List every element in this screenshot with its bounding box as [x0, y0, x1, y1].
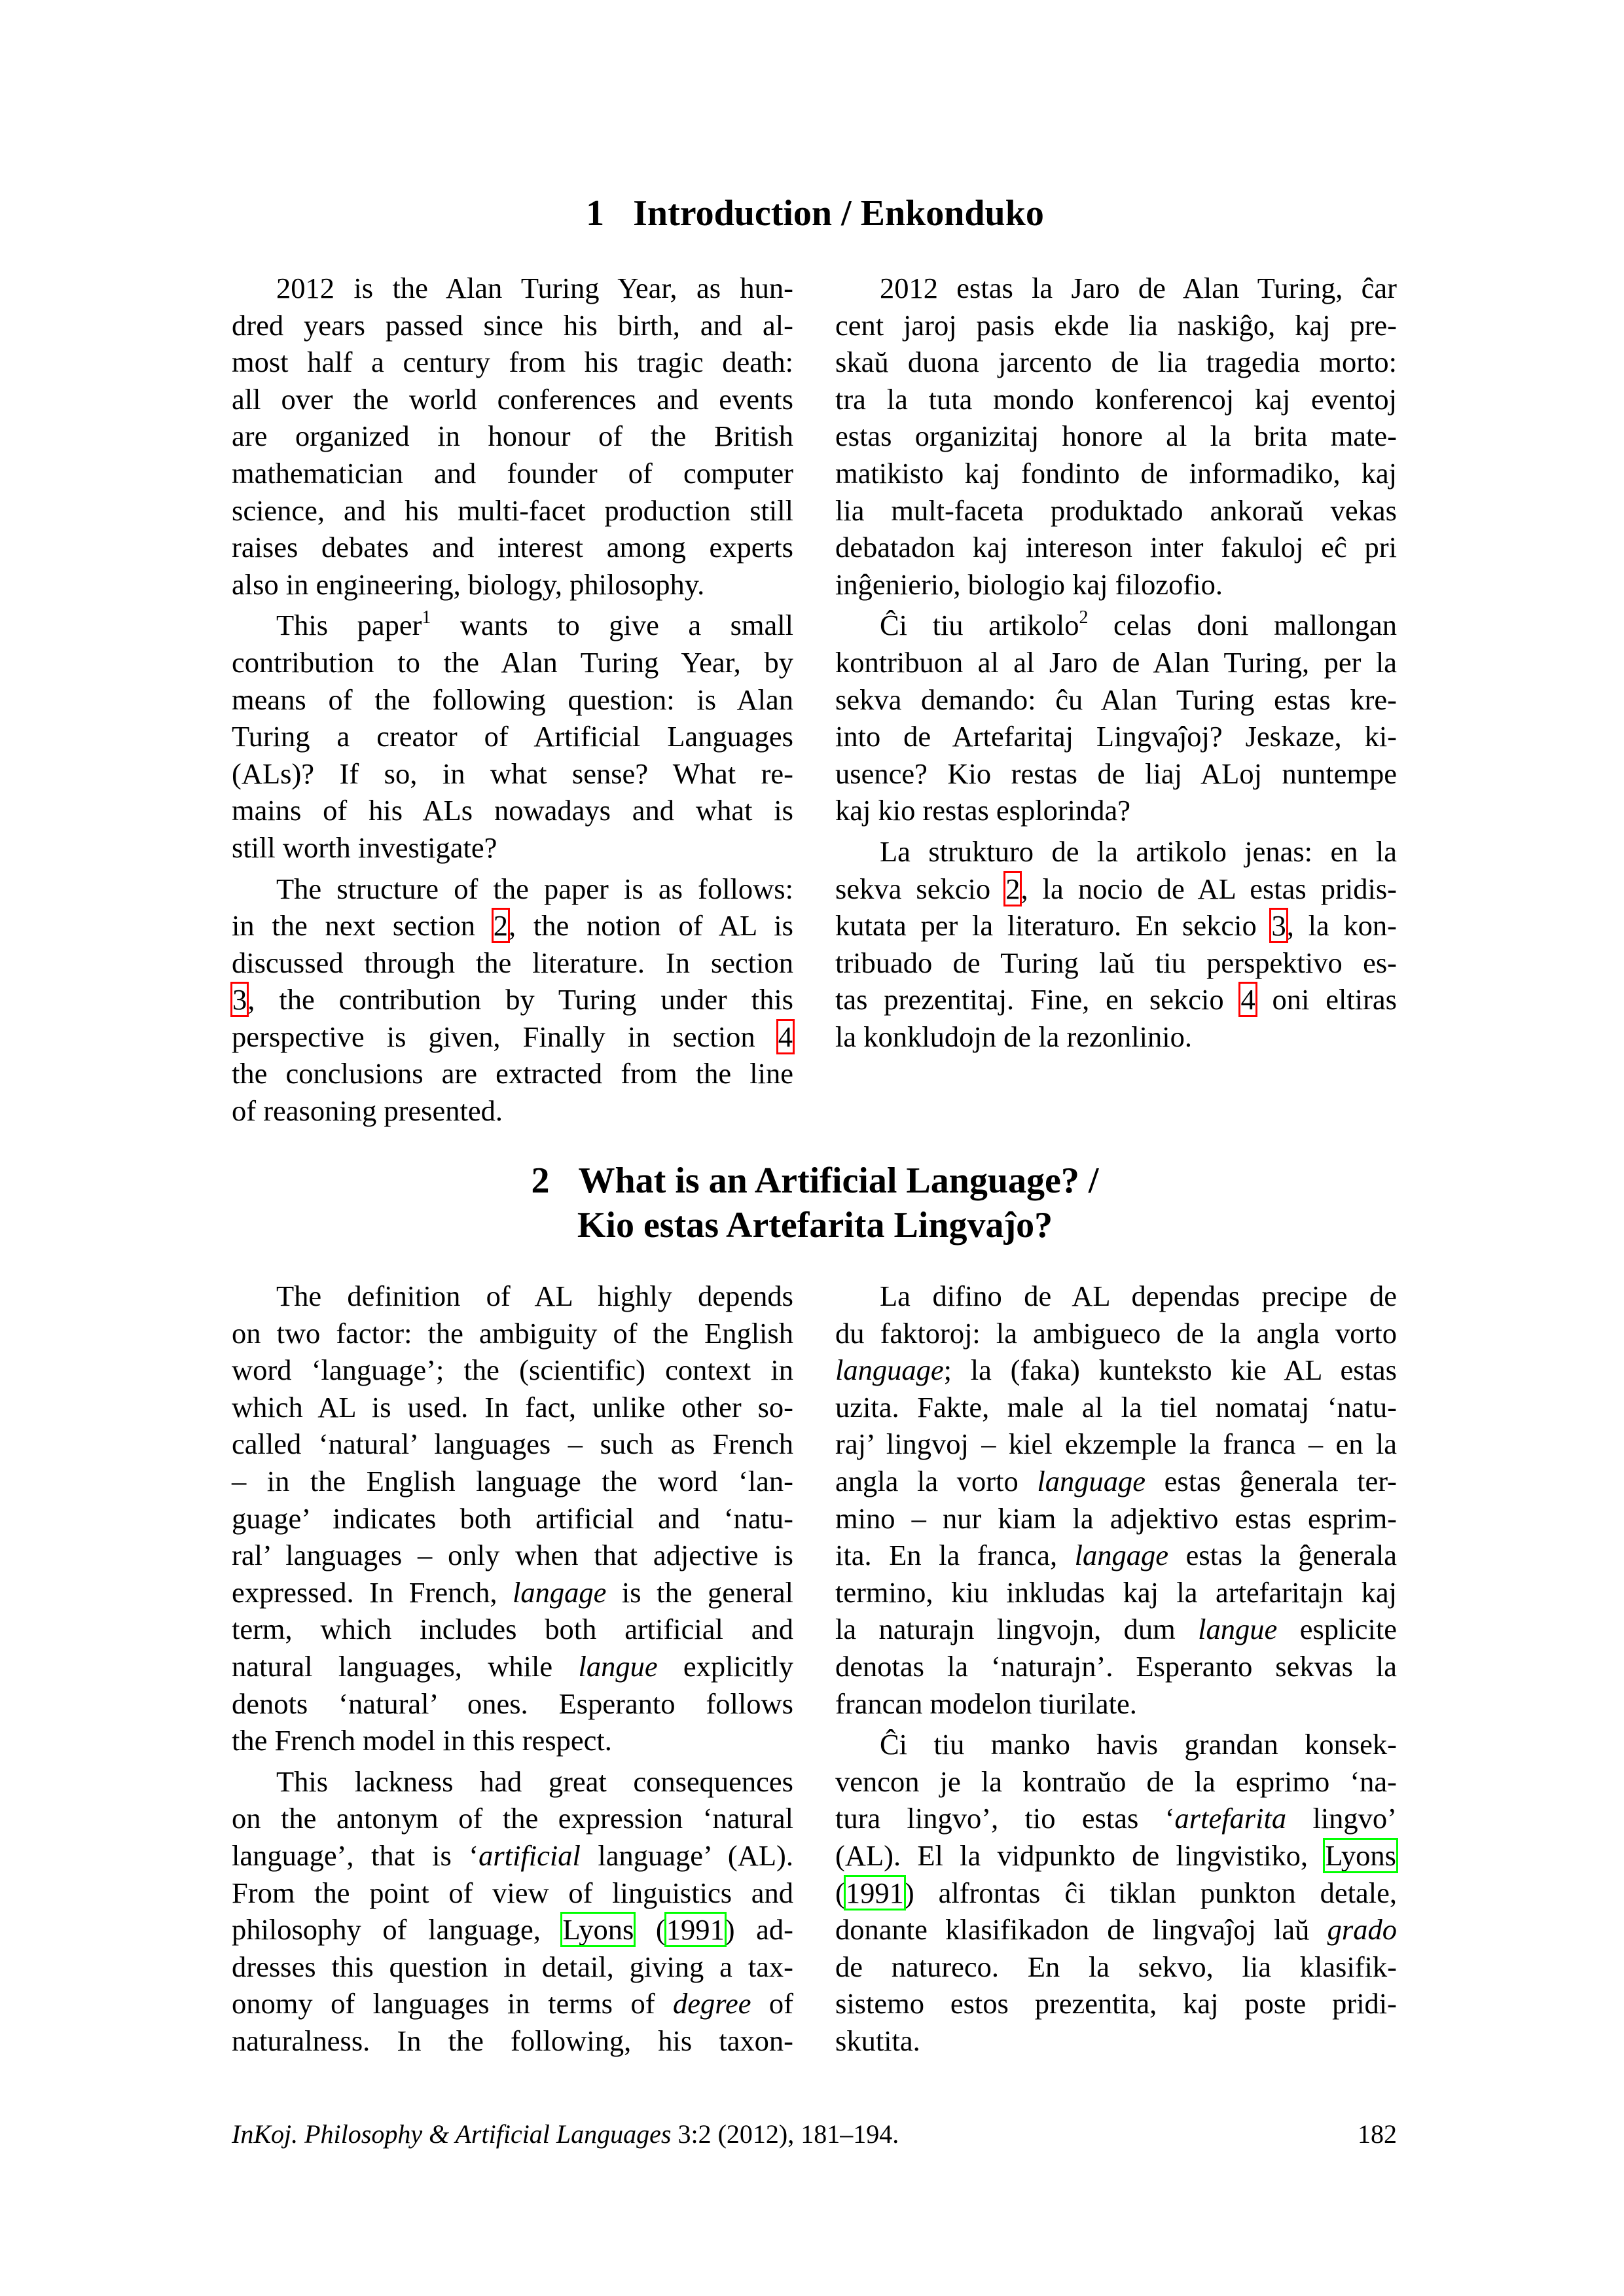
italic-term: grado — [1327, 1913, 1397, 1946]
text-line: ral’ languages – only when that adjective is — [232, 1539, 793, 1572]
paragraph — [835, 1726, 1397, 2059]
text-line — [835, 1837, 1397, 1874]
text-run: angla la vorto — [835, 1464, 1038, 1498]
text-run: donante klasifikadon de lingvaĵoj laŭ — [835, 1913, 1327, 1946]
section-2-english-column — [232, 1278, 793, 2059]
text-run: celas doni mallongan — [1088, 609, 1397, 642]
footnote-marker[interactable]: 2 — [1079, 607, 1089, 628]
text-line: debatadon kaj intereson inter fakuloj eĉ pri — [835, 531, 1397, 564]
text-run: , la kon- — [1286, 909, 1397, 942]
text-run: Ĉi tiu artikolo — [880, 609, 1079, 642]
text-line — [232, 981, 793, 1018]
text-run: explicitly — [657, 1649, 793, 1683]
text-line: of reasoning presented. — [232, 1094, 503, 1128]
section-number: 1 — [586, 193, 605, 234]
paragraph — [835, 1278, 1397, 1722]
section-1-heading — [229, 191, 1401, 236]
text-line: francan modelon tiurilate. — [835, 1687, 1137, 1720]
text-line: The definition of AL highly depends — [276, 1280, 793, 1312]
text-run: philosophy of language, — [232, 1913, 562, 1946]
text-line: Turing a creator of Artificial Languages — [232, 720, 793, 753]
text-line — [835, 607, 1397, 644]
text-line — [232, 1574, 793, 1611]
italic-term: langue — [578, 1649, 658, 1683]
text-run: la naturajn lingvojn, dum — [835, 1613, 1199, 1646]
text-line — [835, 1611, 1397, 1648]
text-line: on two factor: the ambiguity of the English — [232, 1316, 793, 1350]
paragraph — [232, 870, 793, 1130]
text-line: contribution to the Alan Turing Year, by — [232, 645, 793, 679]
text-run: , the contribution by Turing under this — [247, 983, 793, 1016]
text-line: naturalness. In the following, his taxon- — [232, 2024, 793, 2057]
section-2-link[interactable]: 2 — [1005, 872, 1020, 905]
text-line: the French model in this respect. — [232, 1724, 612, 1757]
text-line: all over the world conferences and events — [232, 382, 793, 416]
text-line: Ĉi tiu manko havis grandan konsek- — [880, 1728, 1397, 1761]
section-number: 2 — [531, 1160, 550, 1201]
text-run: perspective is given, Finally in section — [232, 1020, 778, 1053]
text-run: tas prezentitaj. Fine, en sekcio — [835, 983, 1240, 1016]
section-2-esperanto-column — [835, 1278, 1397, 2059]
text-line: termino, kiu inkludas kaj la artefaritajn kaj — [835, 1575, 1397, 1609]
italic-term: language — [1037, 1464, 1146, 1498]
text-line — [835, 907, 1397, 944]
text-line: de natureco. En la sekvo, lia klasifik- — [835, 1950, 1397, 1983]
text-line: the conclusions are extracted from the line — [232, 1057, 793, 1090]
text-line: means of the following question: is Alan — [232, 683, 793, 716]
text-line: This lackness had great consequences — [276, 1765, 793, 1798]
text-line: cent jaroj pasis ekde lia naskiĝo, kaj pre- — [835, 308, 1397, 342]
text-line: du faktoroj: la ambigueco de la angla vorto — [835, 1316, 1397, 1350]
text-line: vencon je la kontraŭo de la esprimo ‘na- — [835, 1765, 1397, 1798]
paragraph — [232, 1763, 793, 2060]
text-line: The structure of the paper is as follows: — [276, 872, 793, 905]
section-4-link[interactable]: 4 — [778, 1020, 793, 1053]
text-run: wants to give a small — [431, 609, 793, 642]
italic-term: language — [835, 1354, 944, 1387]
text-line: word ‘language’; the (scientific) context in — [232, 1354, 793, 1387]
text-line: 2012 is the Alan Turing Year, as hun- — [276, 272, 793, 304]
text-line: sistemo estos prezentita, kaj poste pridi- — [835, 1987, 1397, 2020]
text-line: still worth investigate? — [232, 831, 497, 864]
text-run: expressed. In French, — [232, 1575, 513, 1609]
text-line: la konkludojn de la rezonlinio. — [835, 1020, 1192, 1053]
text-line: usence? Kio restas de liaj ALoj nuntempe — [835, 757, 1397, 790]
section-2-heading — [229, 1158, 1401, 1247]
text-line — [232, 1648, 793, 1685]
paragraph — [835, 607, 1397, 829]
italic-term: artefarita — [1174, 1802, 1287, 1835]
text-run: This paper — [276, 609, 422, 642]
text-line: science, and his multi-facet production still — [232, 493, 793, 527]
text-run: in the next section — [232, 909, 493, 942]
citation-author-link[interactable]: Lyons — [562, 1913, 634, 1946]
text-line — [232, 607, 793, 644]
text-run: oni eltiras — [1255, 983, 1397, 1016]
section-title-line-2: Kio estas Artefarita Lingvaĵo? — [577, 1205, 1053, 1246]
section-1-english-column — [232, 270, 793, 1130]
section-title: Introduction / Enkonduko — [633, 193, 1044, 234]
text-line: kaj kio restas esplorinda? — [835, 794, 1131, 827]
footnote-marker[interactable]: 1 — [422, 607, 431, 628]
text-run: onomy of languages in terms of — [232, 1987, 674, 2020]
page-number: 182 — [1358, 2119, 1397, 2149]
text-run: ( — [835, 1876, 845, 1909]
text-run: ) alfrontas ĉi tiklan punkton detale, — [904, 1876, 1397, 1909]
paragraph — [835, 833, 1397, 1056]
text-run: esplicite — [1277, 1613, 1397, 1646]
italic-term: langage — [513, 1575, 607, 1609]
section-3-link[interactable]: 3 — [232, 983, 247, 1016]
text-line: mains of his ALs nowadays and what is — [232, 794, 793, 827]
text-line: into de Artefaritaj Lingvaĵoj? Jeskaze, ki- — [835, 720, 1397, 753]
text-run: , the notion of AL is — [508, 909, 793, 942]
page-footer — [232, 2118, 1397, 2151]
text-line: estas organizitaj honore al la brita mate- — [835, 420, 1397, 453]
text-line — [232, 1837, 793, 1874]
text-line — [835, 1537, 1397, 1574]
italic-term: artificial — [478, 1839, 581, 1872]
text-run: language’, that is ‘ — [232, 1839, 479, 1872]
text-line: discussed through the literature. In section — [232, 946, 793, 979]
text-run: ; la (faka) kunteksto kie AL estas — [943, 1354, 1397, 1387]
text-run: estas la ĝenerala — [1168, 1539, 1397, 1572]
text-line: called ‘natural’ languages – such as French — [232, 1427, 793, 1461]
text-line — [232, 907, 793, 944]
text-line: – in the English language the word ‘lan- — [232, 1464, 793, 1498]
text-run: tura lingvo’, tio estas ‘ — [835, 1802, 1175, 1835]
journal-name: InKoj. Philosophy & Artificial Languages — [232, 2119, 672, 2149]
text-line: tribuado de Turing laŭ tiu perspektivo es- — [835, 946, 1397, 979]
paragraph — [232, 607, 793, 866]
text-run: ita. En la franca, — [835, 1539, 1075, 1572]
text-line: dred years passed since his birth, and al- — [232, 308, 793, 342]
section-3-link[interactable]: 3 — [1271, 909, 1286, 942]
text-line: La strukturo de la artikolo jenas: en la — [880, 834, 1397, 868]
text-run: lingvo’ — [1286, 1802, 1397, 1835]
text-line: sekva demando: ĉu Alan Turing estas kre- — [835, 683, 1397, 716]
text-line — [232, 1911, 793, 1948]
text-line: denots ‘natural’ ones. Esperanto follows — [232, 1687, 793, 1720]
text-line: lia mult-faceta produktado ankoraŭ vekas — [835, 493, 1397, 527]
text-line: (ALs)? If so, in what sense? What re- — [232, 757, 793, 790]
text-line: 2012 estas la Jaro de Alan Turing, ĉar — [880, 272, 1397, 304]
text-line — [835, 870, 1397, 908]
text-line: raj’ lingvoj – kiel ekzemple la franca – en la — [835, 1427, 1397, 1461]
text-run: (AL). El la vidpunkto de lingvistiko, — [835, 1839, 1325, 1872]
text-line: are organized in honour of the British — [232, 420, 793, 453]
text-line — [835, 1463, 1397, 1500]
paragraph — [835, 270, 1397, 603]
section-2-link[interactable]: 2 — [493, 909, 508, 942]
text-line — [835, 1352, 1397, 1389]
citation-year-link[interactable]: 1991 — [845, 1876, 904, 1909]
text-line: dresses this question in detail, giving a tax- — [232, 1950, 793, 1983]
text-run: ( — [634, 1913, 666, 1946]
text-line: which AL is used. In fact, unlike other so- — [232, 1390, 793, 1424]
text-run: ) ad- — [725, 1913, 793, 1946]
section-1-esperanto-column — [835, 270, 1397, 1055]
text-line: denotas la ‘naturajn’. Esperanto sekvas la — [835, 1649, 1397, 1683]
italic-term: langage — [1074, 1539, 1169, 1572]
text-line: term, which includes both artificial and — [232, 1613, 793, 1646]
text-line: most half a century from his tragic death: — [232, 346, 793, 379]
text-line: matikisto kaj fondinto de informadiko, kaj — [835, 456, 1397, 490]
text-run: estas ĝenerala ter- — [1145, 1464, 1397, 1498]
text-line: La difino de AL dependas precipe de — [880, 1280, 1397, 1312]
text-line — [835, 1911, 1397, 1948]
citation-year-link[interactable]: 1991 — [666, 1913, 725, 1946]
text-run: of — [751, 1987, 793, 2020]
text-run: natural languages, while — [232, 1649, 579, 1683]
text-line: From the point of view of linguistics and — [232, 1876, 793, 1909]
text-line — [835, 1800, 1397, 1837]
text-line: uzita. Fakte, male al la tiel nomataj ‘natu- — [835, 1390, 1397, 1424]
text-line: guage’ indicates both artificial and ‘natu- — [232, 1501, 793, 1535]
text-line: skutita. — [835, 2024, 920, 2057]
text-run: language’ (AL). — [580, 1839, 793, 1872]
italic-term: langue — [1198, 1613, 1278, 1646]
text-run: kutata per la literaturo. En sekcio — [835, 909, 1271, 942]
text-line: skaŭ duona jarcento de lia tragedia morto: — [835, 346, 1397, 379]
text-line — [232, 1985, 793, 2022]
italic-term: degree — [673, 1987, 751, 2020]
text-line: inĝenierio, biologio kaj filozofio. — [835, 567, 1223, 601]
text-line: mino – nur kiam la adjektivo estas esprim- — [835, 1501, 1397, 1535]
text-line: on the antonym of the expression ‘natural — [232, 1802, 793, 1835]
text-line — [232, 1018, 793, 1056]
section-4-link[interactable]: 4 — [1240, 983, 1255, 1016]
text-line: tra la tuta mondo konferencoj kaj eventoj — [835, 382, 1397, 416]
text-run: sekva sekcio — [835, 872, 1005, 905]
text-line: mathematician and founder of computer — [232, 456, 793, 490]
text-line — [835, 981, 1397, 1018]
text-run: , la nocio de AL estas pridis- — [1020, 872, 1397, 905]
text-line: kontribuon al al Jaro de Alan Turing, per la — [835, 645, 1397, 679]
journal-citation: 3:2 (2012), 181–194. — [671, 2119, 899, 2149]
section-title-line-1: What is an Artificial Language? / — [578, 1160, 1099, 1201]
paragraph — [232, 270, 793, 603]
citation-author-link[interactable]: Lyons — [1325, 1839, 1396, 1872]
paragraph — [232, 1278, 793, 1759]
text-line: also in engineering, biology, philosophy. — [232, 567, 705, 601]
text-line: raises debates and interest among experts — [232, 531, 793, 564]
text-line — [835, 1874, 1397, 1912]
text-run: is the general — [606, 1575, 793, 1609]
